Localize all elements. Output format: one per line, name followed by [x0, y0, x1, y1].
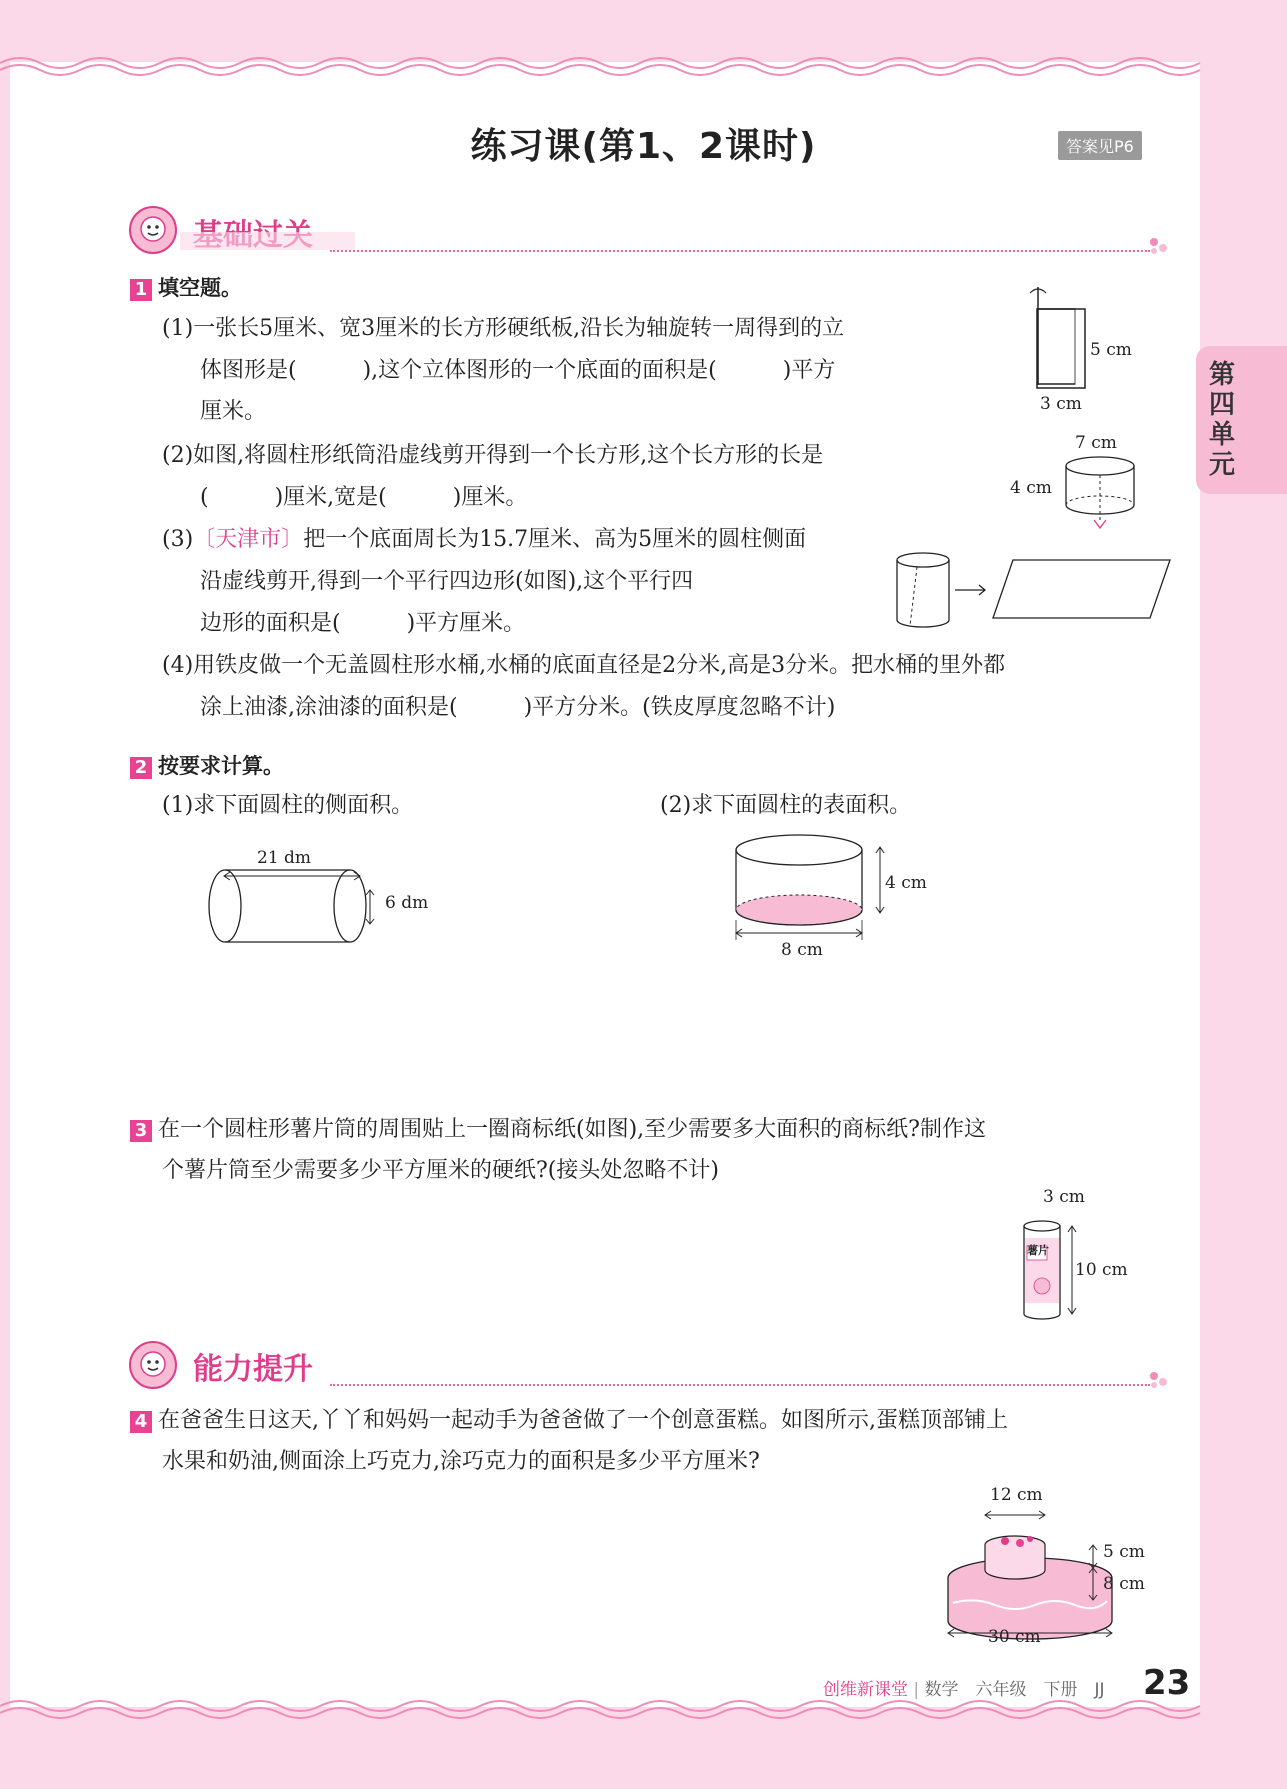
q1-cylinder-figure [1060, 450, 1140, 540]
dots-ornament-icon [1148, 236, 1172, 256]
q1-fig2-height-label: 4 cm [1010, 478, 1052, 498]
q1-p3-prefix: (3) [162, 527, 194, 552]
q2-part2: (2)求下面圆柱的表面积。 [660, 793, 912, 818]
mascot-icon [128, 205, 178, 255]
q4-cake-figure [945, 1505, 1115, 1640]
q4-line1 [130, 1400, 1008, 1441]
q2-fig2-height-label: 4 cm [885, 873, 927, 893]
q3-tube-label: 薯片 [1027, 1244, 1049, 1257]
page-number: 23 [1143, 1663, 1191, 1703]
q4-bottom-diameter-label: 30 cm [988, 1627, 1041, 1647]
q1-p4-line1: (4)用铁皮做一个无盖圆柱形水桶,水桶的底面直径是2分米,高是3分米。把水桶的里外都 [162, 653, 1006, 678]
q1-p1-line1: (1)一张长5厘米、宽3厘米的长方形硬纸板,沿长为轴旋转一周得到的立 [162, 316, 845, 341]
q4-top-height-label: 5 cm [1103, 1542, 1145, 1562]
q3-line2: 个薯片筒至少需要多少平方厘米的硬纸?(接头处忽略不计) [162, 1158, 719, 1183]
answer-reference-badge: 答案见P6 [1058, 131, 1142, 160]
footer-brand: 创维新课堂 [823, 1680, 908, 1700]
unit-side-tab-label: 第四单元 [1208, 360, 1235, 480]
section-divider [330, 250, 1150, 252]
q1-p3-region-tag: 〔天津市〕 [193, 527, 304, 552]
q3-number: 3 [130, 1120, 152, 1142]
q1-unroll-figure [895, 550, 1175, 630]
section-title-highlight [180, 232, 355, 250]
section-divider [330, 1384, 1150, 1386]
q2-number: 2 [130, 757, 152, 779]
q1-fig2-length-label: 7 cm [1075, 433, 1117, 453]
q1-p3-text: 把一个底面周长为15.7厘米、高为5厘米的圆柱侧面 [303, 527, 807, 552]
q1-heading [130, 272, 242, 302]
page-title: 练习课(第1、2课时) [470, 126, 817, 167]
dots-ornament-icon [1148, 1370, 1172, 1390]
q1-p2-line2: ( )厘米,宽是( )厘米。 [200, 485, 528, 510]
q1-p3-line1 [162, 519, 806, 560]
q4-bottom-height-label: 8 cm [1103, 1574, 1145, 1594]
wavy-top-border [0, 48, 1287, 78]
q3-text1: 在一个圆柱形薯片筒的周围贴上一圈商标纸(如图),至少需要多大面积的商标纸?制作这 [158, 1117, 986, 1142]
q4-text1: 在爸爸生日这天,丫丫和妈妈一起动手为爸爸做了一个创意蛋糕。如图所示,蛋糕顶部铺上 [158, 1408, 1008, 1433]
q2-fig1-length-label: 21 dm [257, 848, 312, 868]
q1-p4-line2: 涂上油漆,涂油漆的面积是( )平方分米。(铁皮厚度忽略不计) [200, 695, 836, 720]
q2-fig1-length-arrow [222, 868, 362, 884]
q4-top-diameter-label: 12 cm [990, 1485, 1043, 1505]
q4-line2: 水果和奶油,侧面涂上巧克力,涂巧克力的面积是多少平方厘米? [162, 1449, 760, 1474]
q2-heading [130, 750, 284, 780]
q3-height-label: 10 cm [1075, 1260, 1128, 1280]
q2-title: 按要求计算。 [158, 754, 284, 778]
mascot-icon [128, 1340, 178, 1390]
q1-p2-line1: (2)如图,将圆柱形纸筒沿虚线剪开得到一个长方形,这个长方形的长是 [162, 443, 824, 468]
q1-p3-line3: 边形的面积是( )平方厘米。 [200, 611, 526, 636]
q1-fig1-width-label: 3 cm [1040, 394, 1082, 414]
section-title-advanced: 能力提升 [193, 1352, 313, 1387]
footer-info: 数学 六年级 下册 JJ [924, 1680, 1105, 1700]
q4-number: 4 [130, 1411, 152, 1433]
q2-fig1-diameter-label: 6 dm [385, 893, 429, 913]
q2-fig2-diameter-label: 8 cm [781, 940, 823, 960]
footer-text: 创维新课堂 | 数学 六年级 下册 JJ [823, 1680, 1105, 1700]
q1-number: 1 [130, 279, 152, 301]
q2-part1: (1)求下面圆柱的侧面积。 [162, 793, 414, 818]
q1-rectangle-shape [1036, 308, 1088, 393]
q1-fig1-height-label: 5 cm [1090, 340, 1132, 360]
q1-p1-line2: 体图形是( ),这个立体图形的一个底面的面积是( )平方 [200, 358, 836, 383]
q1-title: 填空题。 [158, 276, 242, 300]
wavy-bottom-border [0, 1696, 1287, 1726]
q3-chip-tube-figure [1020, 1218, 1080, 1323]
q1-p1-line3: 厘米。 [200, 399, 267, 424]
q3-diameter-label: 3 cm [1043, 1187, 1085, 1207]
q3-line1 [130, 1109, 986, 1150]
q2-upright-cylinder [735, 830, 875, 950]
q1-p3-line2: 沿虚线剪开,得到一个平行四边形(如图),这个平行四 [200, 569, 694, 594]
